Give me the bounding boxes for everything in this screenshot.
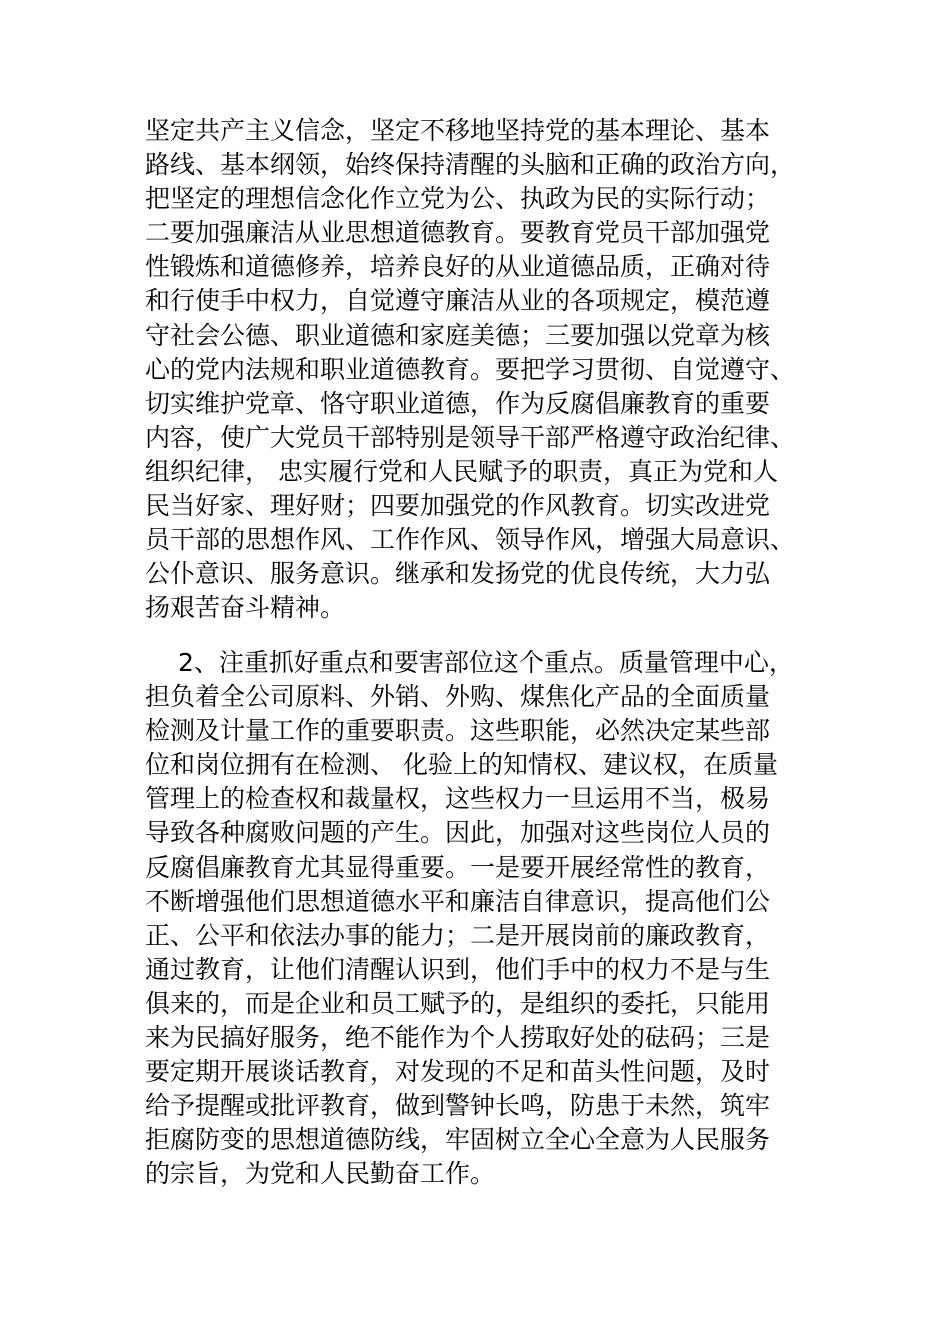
paragraph-line: 公仆意识、服务意识。继承和发扬党的优良传统，大力弘 bbox=[145, 559, 771, 589]
paragraph-line: 组织纪律， 忠实履行党和人民赋予的职责，真正为党和人 bbox=[145, 456, 778, 486]
paragraph-line: 给予提醒或批评教育，做到警钟长鸣，防患于未然，筑牢 bbox=[145, 1091, 771, 1121]
paragraph-line: 二要加强廉洁从业思想道德教育。要教育党员干部加强党 bbox=[145, 218, 771, 248]
paragraph-line: 2、注重抓好重点和要害部位这个重点。质量管理中心， bbox=[178, 648, 794, 677]
paragraph-line: 心的党内法规和职业道德教育。要把学习贯彻、自觉遵守、 bbox=[145, 354, 796, 384]
paragraph-line: 的宗旨，为党和人民勤奋工作。 bbox=[145, 1159, 496, 1189]
paragraph-line: 内容，使广大党员干部特别是领导干部严格遵守政治纪律、 bbox=[145, 422, 796, 452]
paragraph-line: 坚定共产主义信念，坚定不移地坚持党的基本理论、基本 bbox=[145, 116, 771, 145]
paragraph-line: 位和岗位拥有在检测、 化验上的知情权、建议权，在质量 bbox=[145, 750, 778, 780]
paragraph-line: 来为民搞好服务，绝不能作为个人捞取好处的砝码；三是 bbox=[145, 1023, 771, 1053]
paragraph-line: 性锻炼和道德修养，培养良好的从业道德品质，正确对待 bbox=[145, 252, 771, 282]
paragraph-line: 守社会公德、职业道德和家庭美德；三要加强以党章为核 bbox=[145, 320, 771, 350]
paragraph-line: 检测及计量工作的重要职责。这些职能，必然决定某些部 bbox=[145, 716, 771, 746]
paragraph-line: 和行使手中权力，自觉遵守廉洁从业的各项规定，模范遵 bbox=[145, 286, 771, 316]
paragraph-line: 正、公平和依法办事的能力；二是开展岗前的廉政教育， bbox=[145, 920, 771, 950]
paragraph-line: 导致各种腐败问题的产生。因此，加强对这些岗位人员的 bbox=[145, 818, 771, 848]
paragraph-line: 拒腐防变的思想道德防线，牢固树立全心全意为人民服务 bbox=[145, 1125, 771, 1155]
paragraph-line: 要定期开展谈话教育，对发现的不足和苗头性问题，及时 bbox=[145, 1057, 771, 1087]
paragraph-line: 扬艰苦奋斗精神。 bbox=[145, 593, 346, 623]
paragraph-line: 担负着全公司原料、外销、外购、煤焦化产品的全面质量 bbox=[145, 682, 771, 712]
paragraph-line: 反腐倡廉教育尤其显得重要。一是要开展经常性的教育， bbox=[145, 852, 771, 882]
paragraph-line: 俱来的，而是企业和员工赋予的，是组织的委托，只能用 bbox=[145, 988, 771, 1018]
paragraph-line: 不断增强他们思想道德水平和廉洁自律意识，提高他们公 bbox=[145, 886, 771, 916]
paragraph-line: 民当好家、理好财；四要加强党的作风教育。切实改进党 bbox=[145, 491, 771, 521]
paragraph-line: 切实维护党章、恪守职业道德，作为反腐倡廉教育的重要 bbox=[145, 388, 771, 418]
paragraph-line: 员干部的思想作风、工作作风、领导作风，增强大局意识、 bbox=[145, 525, 796, 555]
paragraph-1 bbox=[145, 114, 805, 625]
paragraph-line: 把坚定的理想信念化作立党为公、执政为民的实际行动； bbox=[145, 184, 771, 214]
paragraph-line: 通过教育，让他们清醒认识到，他们手中的权力不是与生 bbox=[145, 954, 771, 984]
paragraph-2 bbox=[145, 646, 805, 1192]
paragraph-line: 路线、基本纲领，始终保持清醒的头脑和正确的政治方向， bbox=[145, 150, 796, 180]
paragraph-line: 管理上的检查权和裁量权，这些权力一旦运用不当，极易 bbox=[145, 784, 771, 814]
